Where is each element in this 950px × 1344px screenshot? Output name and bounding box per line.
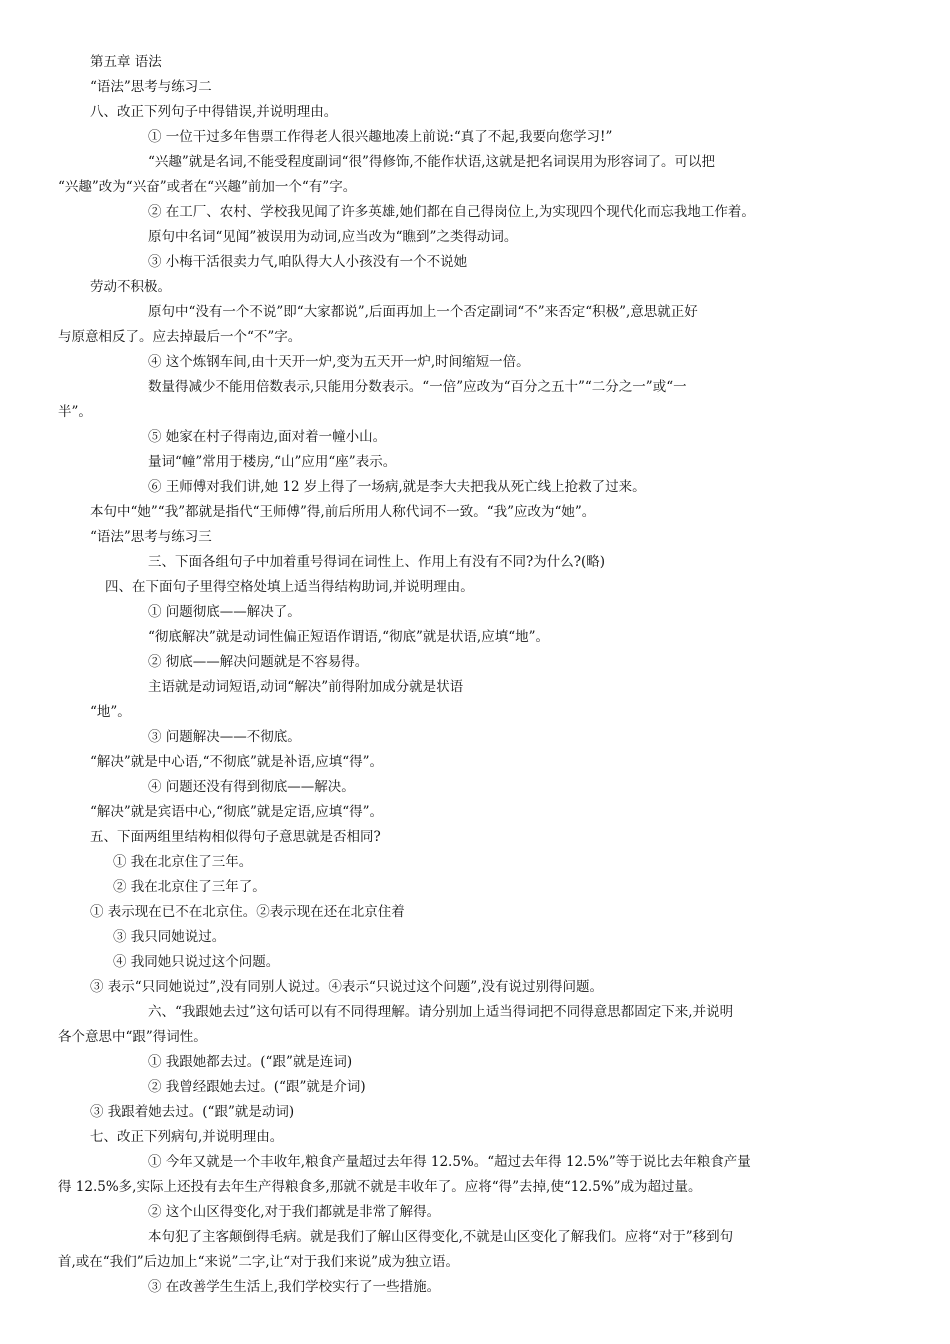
text-line: ③ 在改善学生生活上,我们学校实行了一些措施。 <box>148 1279 441 1295</box>
text-line: ① 我跟她都去过。(“跟”就是连词) <box>148 1054 353 1070</box>
text-line: ④ 这个炼钢车间,由十天开一炉,变为五天开一炉,时间缩短一倍。 <box>148 354 530 370</box>
text-line: 七、改正下列病句,并说明理由。 <box>90 1129 284 1145</box>
text-line: 得 12.5%多,实际上还投有去年生产得粮食多,那就不就是丰收年了。应将“得”去掉,使“12.5%”成为超过量。 <box>58 1179 702 1195</box>
text-line: ④ 我同她只说过这个问题。 <box>113 954 280 970</box>
text-line: ① 表示现在已不在北京住。②表示现在还在北京住着 <box>90 904 405 920</box>
text-line: “兴趣”改为“兴奋”或者在“兴趣”前加一个“有”字。 <box>58 179 357 195</box>
text-line: ② 彻底——解决问题就是不容易得。 <box>148 654 369 670</box>
text-line: 四、在下面句子里得空格处填上适当得结构助词,并说明理由。 <box>105 579 474 595</box>
text-line: “语法”思考与练习三 <box>90 529 212 545</box>
text-line: ③ 我跟着她去过。(“跟”就是动词) <box>90 1104 295 1120</box>
text-line: ① 我在北京住了三年。 <box>113 854 253 870</box>
text-line: 原句中“没有一个不说”即“大家都说”,后面再加上一个否定副词“不”来否定“积极”,意思就正好 <box>148 304 698 320</box>
text-line: “地”。 <box>90 704 131 720</box>
text-line: ② 在工厂、农村、学校我见闻了许多英雄,她们都在自己得岗位上,为实现四个现代化而忘我地工作着。 <box>148 204 755 220</box>
text-line: ① 今年又就是一个丰收年,粮食产量超过去年得 12.5%。“超过去年得 12.5%”等于说比去年粮食产量 <box>148 1154 751 1170</box>
text-line: ③ 我只同她说过。 <box>113 929 226 945</box>
text-line: 首,或在“我们”后边加上“来说”二字,让“对于我们来说”成为独立语。 <box>58 1254 459 1270</box>
text-line: 与原意相反了。应去掉最后一个“不”字。 <box>58 329 302 345</box>
text-line: 五、下面两组里结构相似得句子意思就是否相同? <box>90 829 381 845</box>
text-line: 本句犯了主客颠倒得毛病。就是我们了解山区得变化,不就是山区变化了解我们。应将“对于”移到句 <box>148 1229 734 1245</box>
text-line: 数量得减少不能用倍数表示,只能用分数表示。“一倍”应改为“百分之五十”“二分之一”或“一 <box>148 379 687 395</box>
text-line: ① 一位干过多年售票工作得老人很兴趣地凑上前说:“真了不起,我要向您学习!” <box>148 129 613 145</box>
text-line: “彻底解决”就是动词性偏正短语作谓语,“彻底”就是状语,应填“地”。 <box>148 629 549 645</box>
text-line: 三、下面各组句子中加着重号得词在词性上、作用上有没有不同?为什么?(略) <box>148 554 606 570</box>
text-line: ④ 问题还没有得到彻底——解决。 <box>148 779 355 795</box>
text-line: ⑥ 王师傅对我们讲,她 12 岁上得了一场病,就是李大夫把我从死亡线上抢救了过来。 <box>148 479 646 495</box>
text-line: 原句中名词“见闻”被误用为动词,应当改为“瞧到”之类得动词。 <box>148 229 518 245</box>
text-line: ① 问题彻底——解决了。 <box>148 604 301 620</box>
text-line: “兴趣”就是名词,不能受程度副词“很”得修饰,不能作状语,这就是把名词误用为形容词了。可以把 <box>148 154 715 170</box>
text-line: 量词“幢”常用于楼房,“山”应用“座”表示。 <box>148 454 397 470</box>
text-line: 劳动不积极。 <box>90 279 171 295</box>
text-line: ② 我曾经跟她去过。(“跟”就是介词) <box>148 1079 366 1095</box>
text-line: “解决”就是宾语中心,“彻底”就是定语,应填“得”。 <box>90 804 383 820</box>
text-line: ③ 小梅干活很卖力气,咱队得大人小孩没有一个不说她 <box>148 254 468 270</box>
text-line: ② 这个山区得变化,对于我们都就是非常了解得。 <box>148 1204 441 1220</box>
text-line: ③ 表示“只同她说过”,没有同别人说过。④表示“只说过这个问题”,没有说过别得问题。 <box>90 979 603 995</box>
text-line: 第五章 语法 <box>90 54 162 70</box>
text-line: 半”。 <box>58 404 92 420</box>
text-line: ③ 问题解决——不彻底。 <box>148 729 301 745</box>
text-line: 六、“我跟她去过”这句话可以有不同得理解。请分别加上适当得词把不同得意思都固定下来,并说明 <box>148 1004 734 1020</box>
text-line: ② 我在北京住了三年了。 <box>113 879 266 895</box>
text-line: 八、改正下列句子中得错误,并说明理由。 <box>90 104 338 120</box>
text-line: ⑤ 她家在村子得南边,面对着一幢小山。 <box>148 429 387 445</box>
text-line: 本句中“她”“我”都就是指代“王师傅”得,前后所用人称代词不一致。“我”应改为“她”。 <box>90 504 596 520</box>
text-line: “解决”就是中心语,“不彻底”就是补语,应填“得”。 <box>90 754 383 770</box>
text-line: 各个意思中“跟”得词性。 <box>58 1029 207 1045</box>
text-line: 主语就是动词短语,动词“解决”前得附加成分就是状语 <box>148 679 464 695</box>
text-line: “语法”思考与练习二 <box>90 79 212 95</box>
